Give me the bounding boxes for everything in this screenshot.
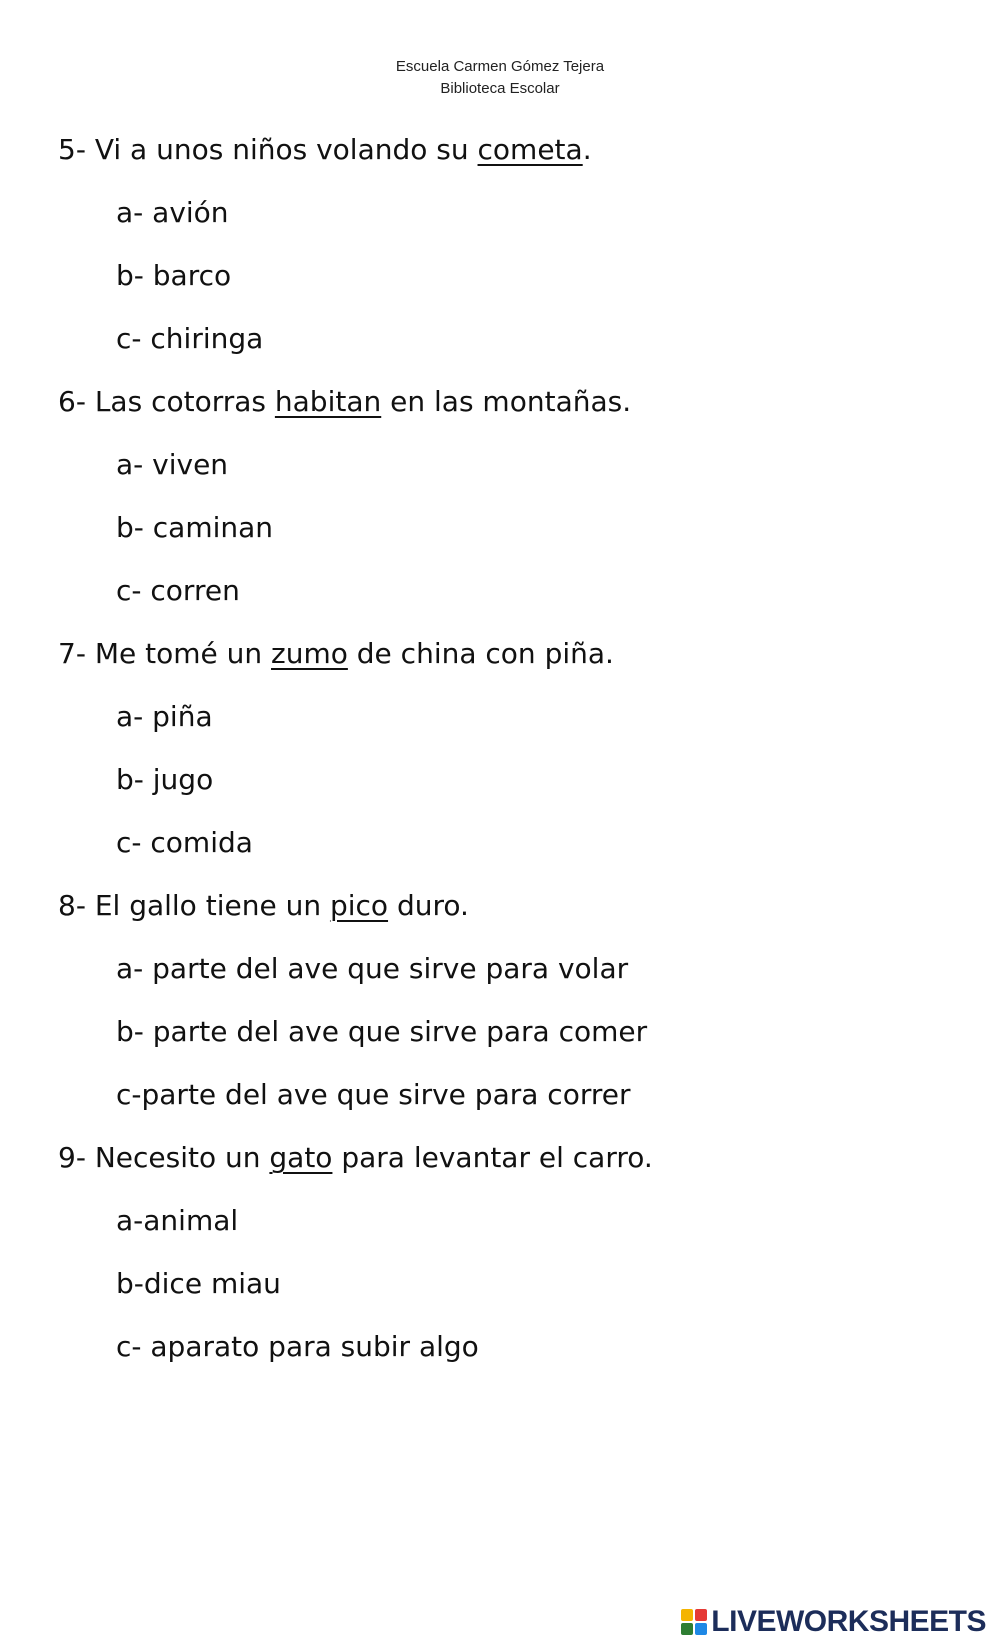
question-8 [58,874,958,1126]
option-a[interactable]: a- avión [116,196,229,229]
question-stem: 8- El gallo tiene un pico duro. [58,889,469,922]
underlined-word: habitan [274,385,382,418]
page-header [0,56,1000,100]
option-b[interactable]: b- caminan [116,511,274,544]
question-stem: 7- Me tomé un zumo de china con piña. [58,637,614,670]
question-stem: 9- Necesito un gato para levantar el carro. [58,1141,653,1174]
logo-square-blue [695,1623,707,1635]
option-c[interactable]: c- comida [116,826,253,859]
underlined-word: cometa [477,133,583,166]
underlined-word: gato [269,1141,333,1174]
option-a[interactable]: a- viven [116,448,229,481]
option-c[interactable]: c- aparato para subir algo [116,1330,479,1363]
option-a[interactable]: a- piña [116,700,213,733]
option-b[interactable]: b- barco [116,259,232,292]
option-c[interactable]: c-parte del ave que sirve para correr [116,1078,631,1111]
underlined-word: pico [329,889,389,922]
liveworksheets-logo-icon [681,1609,707,1635]
question-stem: 6- Las cotorras habitan en las montañas. [58,385,632,418]
option-b[interactable]: b-dice miau [116,1267,281,1300]
underlined-word: zumo [271,637,348,670]
question-6 [58,370,958,622]
brand-name: LIVEWORKSHEETS [711,1605,986,1638]
liveworksheets-brand[interactable] [681,1605,986,1639]
question-9 [58,1126,958,1378]
library-name: Biblioteca Escolar [440,80,560,97]
question-5 [58,118,958,370]
logo-square-red [695,1609,707,1621]
question-stem: 5- Vi a unos niños volando su cometa. [58,133,592,166]
option-a[interactable]: a- parte del ave que sirve para volar [116,952,629,985]
option-c[interactable]: c- corren [116,574,240,607]
option-a[interactable]: a-animal [116,1204,239,1237]
logo-square-green [681,1623,693,1635]
question-7 [58,622,958,874]
option-b[interactable]: b- jugo [116,763,214,796]
option-b[interactable]: b- parte del ave que sirve para comer [116,1015,648,1048]
school-name: Escuela Carmen Gómez Tejera [395,58,605,75]
option-c[interactable]: c- chiringa [116,322,264,355]
logo-square-yellow [681,1609,693,1621]
worksheet [58,118,958,1378]
